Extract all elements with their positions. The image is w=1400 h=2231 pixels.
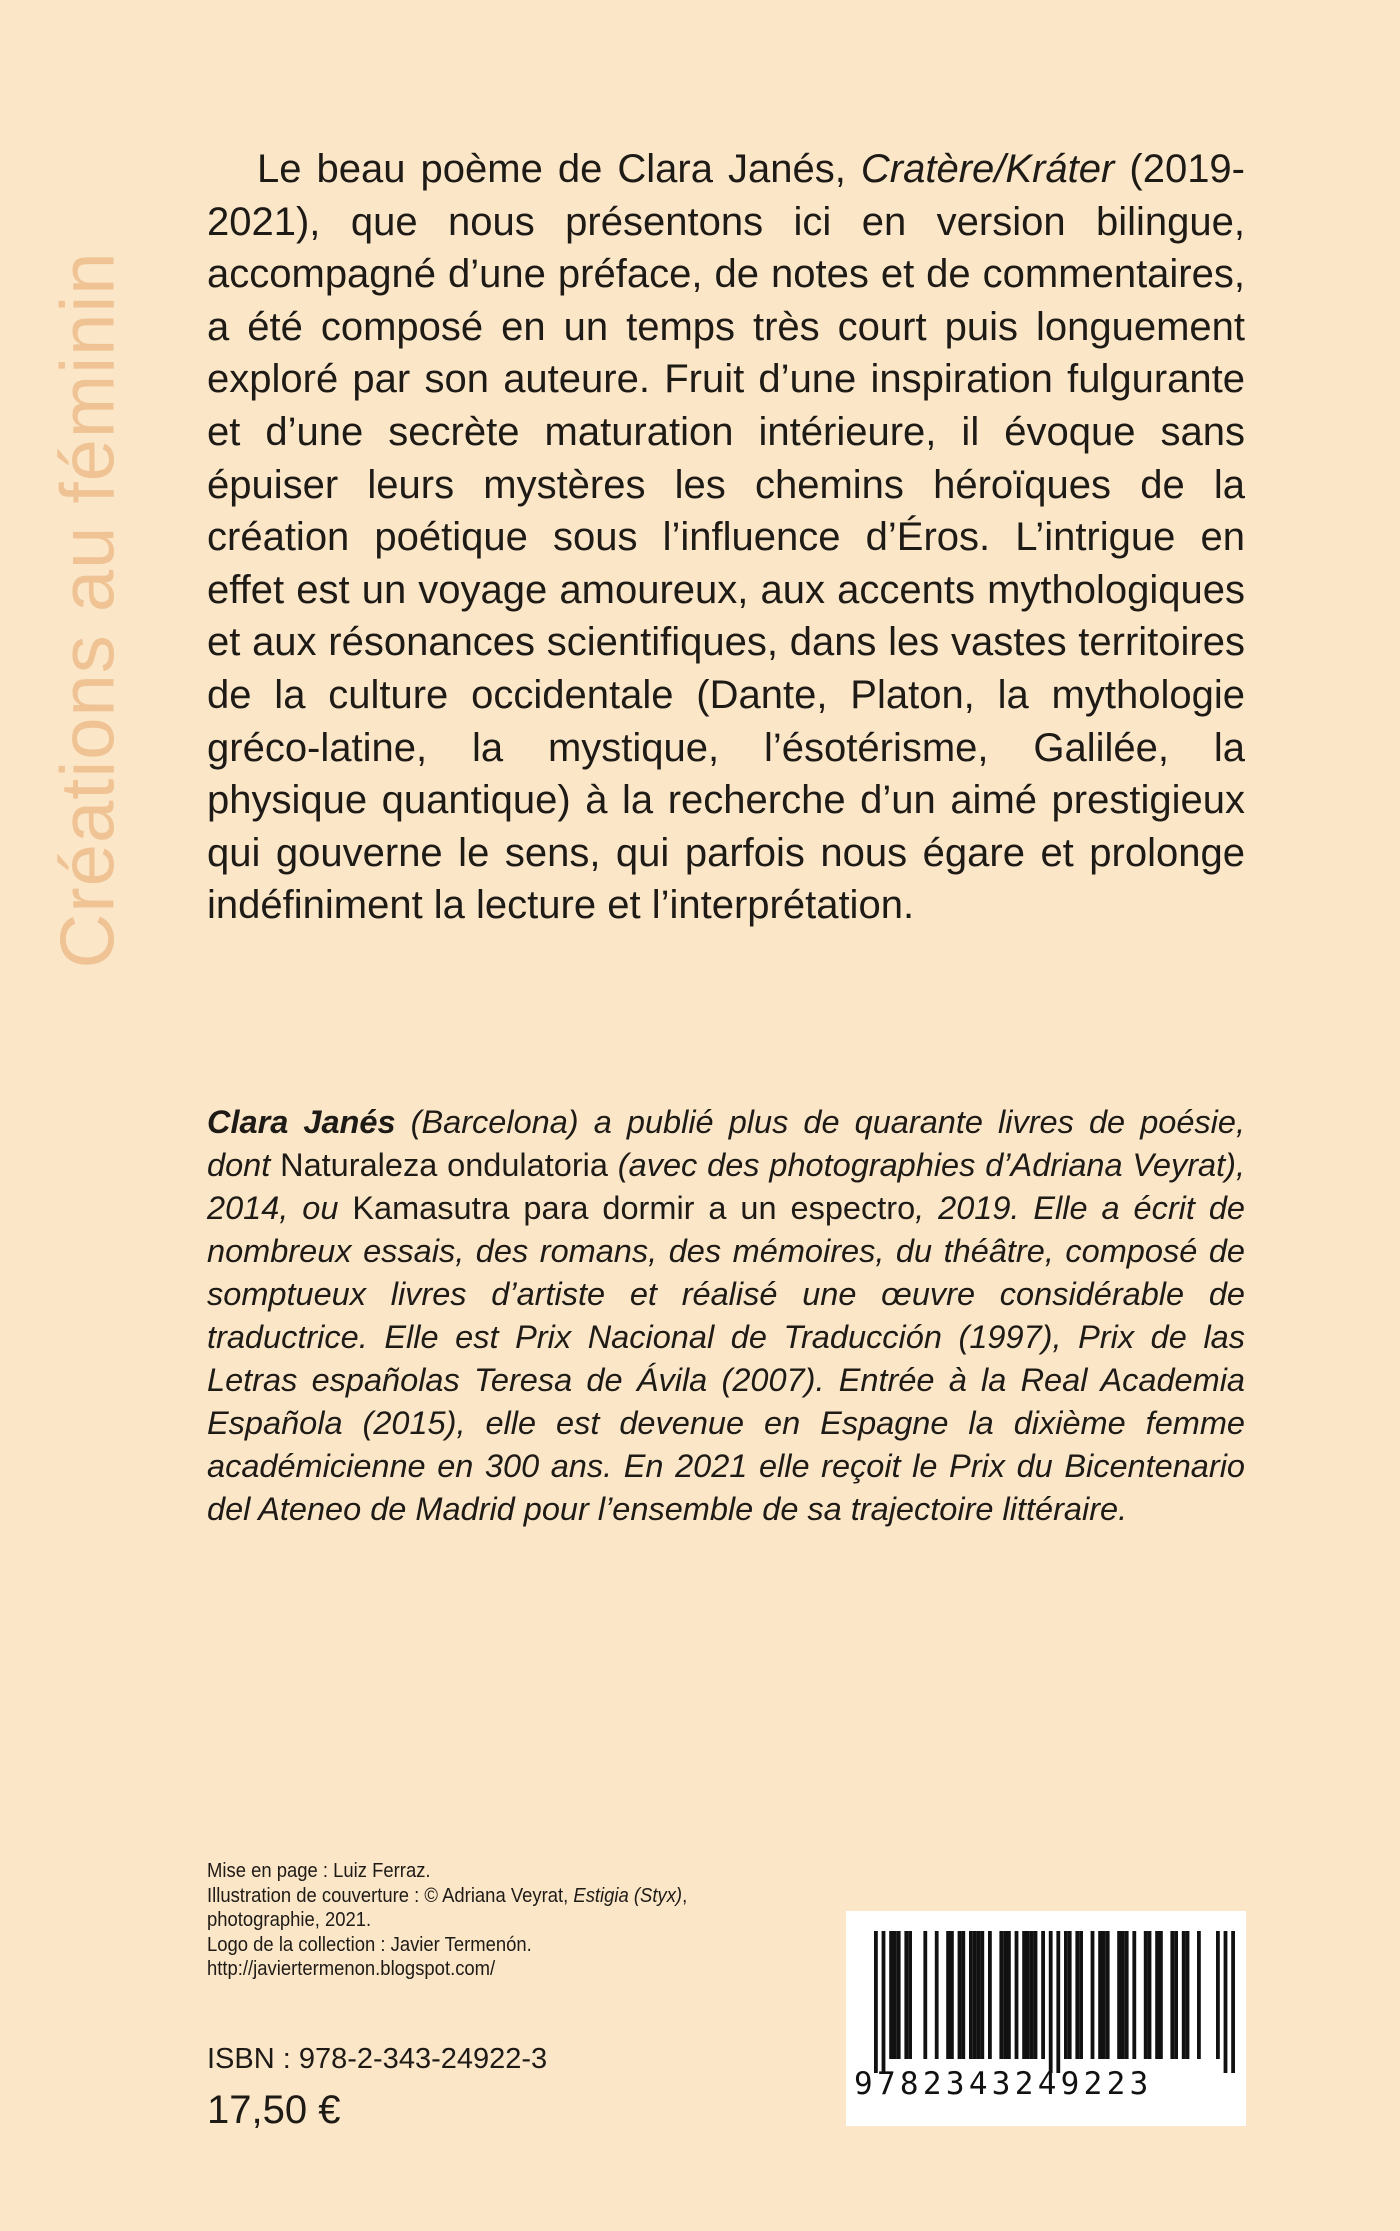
barcode-bar — [1121, 1931, 1125, 2059]
bio-part2: (avec des photographies d’Adriana Veyrat), 2014, ou — [207, 1147, 1245, 1226]
barcode-bar — [969, 1931, 973, 2059]
barcode-bar — [1075, 1931, 1079, 2059]
barcode — [846, 1911, 1246, 2126]
illustration-suffix: , — [682, 1883, 688, 1907]
barcode-bar — [946, 1931, 950, 2059]
barcode-bar — [999, 1931, 1003, 2059]
barcode-bar — [1159, 1931, 1163, 2059]
author-name: Clara Janés — [207, 1104, 396, 1140]
barcode-bar — [1106, 1931, 1110, 2059]
barcode-bar — [1117, 1931, 1121, 2059]
barcode-bar — [1007, 1931, 1011, 2059]
barcode-bar — [1098, 1931, 1102, 2059]
credit-url: http://javiertermenon.blogspot.com/ — [207, 1957, 496, 1980]
barcode-bar — [958, 1931, 962, 2059]
barcode-bar — [935, 1931, 939, 2059]
barcode-bar — [1030, 1931, 1034, 2059]
credits — [207, 1859, 765, 1982]
price: 17,50 € — [207, 2088, 341, 2132]
barcode-bar — [980, 1931, 984, 2059]
barcode-bar — [1049, 1931, 1053, 2073]
barcode-bar — [1144, 1931, 1148, 2059]
barcode-bar — [988, 1931, 992, 2059]
barcode-bar — [904, 1931, 908, 2059]
barcode-bar — [977, 1931, 981, 2059]
barcode-bar — [1091, 1931, 1095, 2059]
barcode-bar — [1003, 1931, 1007, 2059]
barcode-bar — [1216, 1931, 1220, 2059]
barcode-bar — [950, 1931, 954, 2059]
credit-illustration — [207, 1884, 765, 1909]
book-summary — [207, 143, 1245, 932]
barcode-bar — [1026, 1931, 1030, 2059]
poem-title: Cratère/Kráter — [860, 147, 1115, 191]
credit-layout: Mise en page : Luiz Ferraz. — [207, 1859, 431, 1882]
barcode-bar — [1064, 1931, 1068, 2059]
summary-body: (2019-2021), que nous présentons ici en version bilingue, accompagné d’une préface, de notes et de commentaires, a été composé en un temps très court puis longuement exploré par son auteure. Fruit d’une inspiration fulgurante et d’une secrète maturation intérieure, il évoque sans épuiser leurs mystères les chemins héroïques de la création poétique sous l’influence d’Éros. L’intrigue en effet est un voyage amoureux, aux accents mythologiques et aux résonances scientifiques, dans les vastes territoires de la culture occidentale (Dante, Platon, la mythologie gréco-latine, la mystique, l’ésotérisme, Galilée, la physique quantique) à la recherche d’un aimé prestigieux qui gouverne le sens, qui parfois nous égare et prolonge indéfiniment la lecture et l’interprétation. — [207, 147, 1246, 928]
barcode-bar — [1186, 1931, 1190, 2059]
barcode-bar — [1170, 1931, 1174, 2059]
illustration-title: Estigia (Styx) — [573, 1883, 683, 1907]
summary-intro: Le beau poème de Clara Janés, — [257, 147, 861, 191]
barcode-bar — [1155, 1931, 1159, 2059]
author-bio — [207, 1101, 1245, 1531]
spine-area — [38, 155, 138, 1065]
barcode-bar — [923, 1931, 927, 2059]
illustration-prefix: Illustration de couverture : © Adriana Veyrat, — [207, 1883, 574, 1907]
barcode-bar — [1015, 1931, 1019, 2059]
barcode-bar — [1148, 1931, 1152, 2059]
bio-part1: (Barcelona) a publié plus de quarante livres de poésie, dont — [207, 1104, 1246, 1183]
barcode-bar — [1022, 1931, 1026, 2059]
barcode-bar — [908, 1931, 912, 2059]
barcode-digits: 9782343249223 — [854, 2066, 1153, 2102]
summary-paragraph — [207, 143, 1245, 932]
isbn: ISBN : 978-2-343-24922-3 — [207, 2043, 548, 2075]
barcode-bar — [874, 1931, 878, 2073]
barcode-bar — [1224, 1931, 1228, 2073]
barcode-bar — [973, 1931, 977, 2059]
barcode-bar — [1174, 1931, 1178, 2059]
bio-paragraph — [207, 1101, 1245, 1531]
barcode-bar — [1068, 1931, 1072, 2059]
bio-part3: , 2019. Elle a écrit de nombreux essais, des romans, des mémoires, du théâtre, composé de somptueux livres d’artiste et réalisé une œuvre considérable de traductrice. Elle est Prix Nacional de Traducción (1997), Prix de las Letras españolas Teresa de Ávila (2007). Entrée à la Real Academia Española (2015), elle est devenue en Espagne la dixième femme académicienne en 300 ans. En 2021 elle reçoit le Prix du Bicentenario del Ateneo de Madrid pour l’ensemble de sa trajectoire littéraire. — [207, 1190, 1245, 1527]
barcode-bar — [1182, 1931, 1186, 2059]
barcode-bar — [1197, 1931, 1201, 2059]
barcode-bar — [889, 1931, 893, 2059]
barcode-bar — [882, 1931, 886, 2073]
barcode-bar — [1034, 1931, 1038, 2059]
barcode-bar — [1079, 1931, 1083, 2059]
barcode-bar — [893, 1931, 897, 2059]
barcode-bar — [1231, 1931, 1235, 2073]
barcode-bar — [1102, 1931, 1106, 2059]
barcode-bar — [1132, 1931, 1136, 2059]
barcode-bar — [897, 1931, 901, 2059]
credit-illustration-line2: photographie, 2021. — [207, 1908, 372, 1931]
credit-logo: Logo de la collection : Javier Termenón. — [207, 1932, 532, 1956]
barcode-bar — [961, 1931, 965, 2059]
book-title-1: Naturaleza ondulatoria — [280, 1147, 608, 1183]
barcode-bar — [1125, 1931, 1129, 2059]
collection-title: Créations au féminin — [45, 251, 131, 969]
barcode-bar — [1041, 1931, 1045, 2059]
barcode-bar — [1056, 1931, 1060, 2073]
book-title-2: Kamasutra para dormir a un espectro — [352, 1190, 916, 1226]
